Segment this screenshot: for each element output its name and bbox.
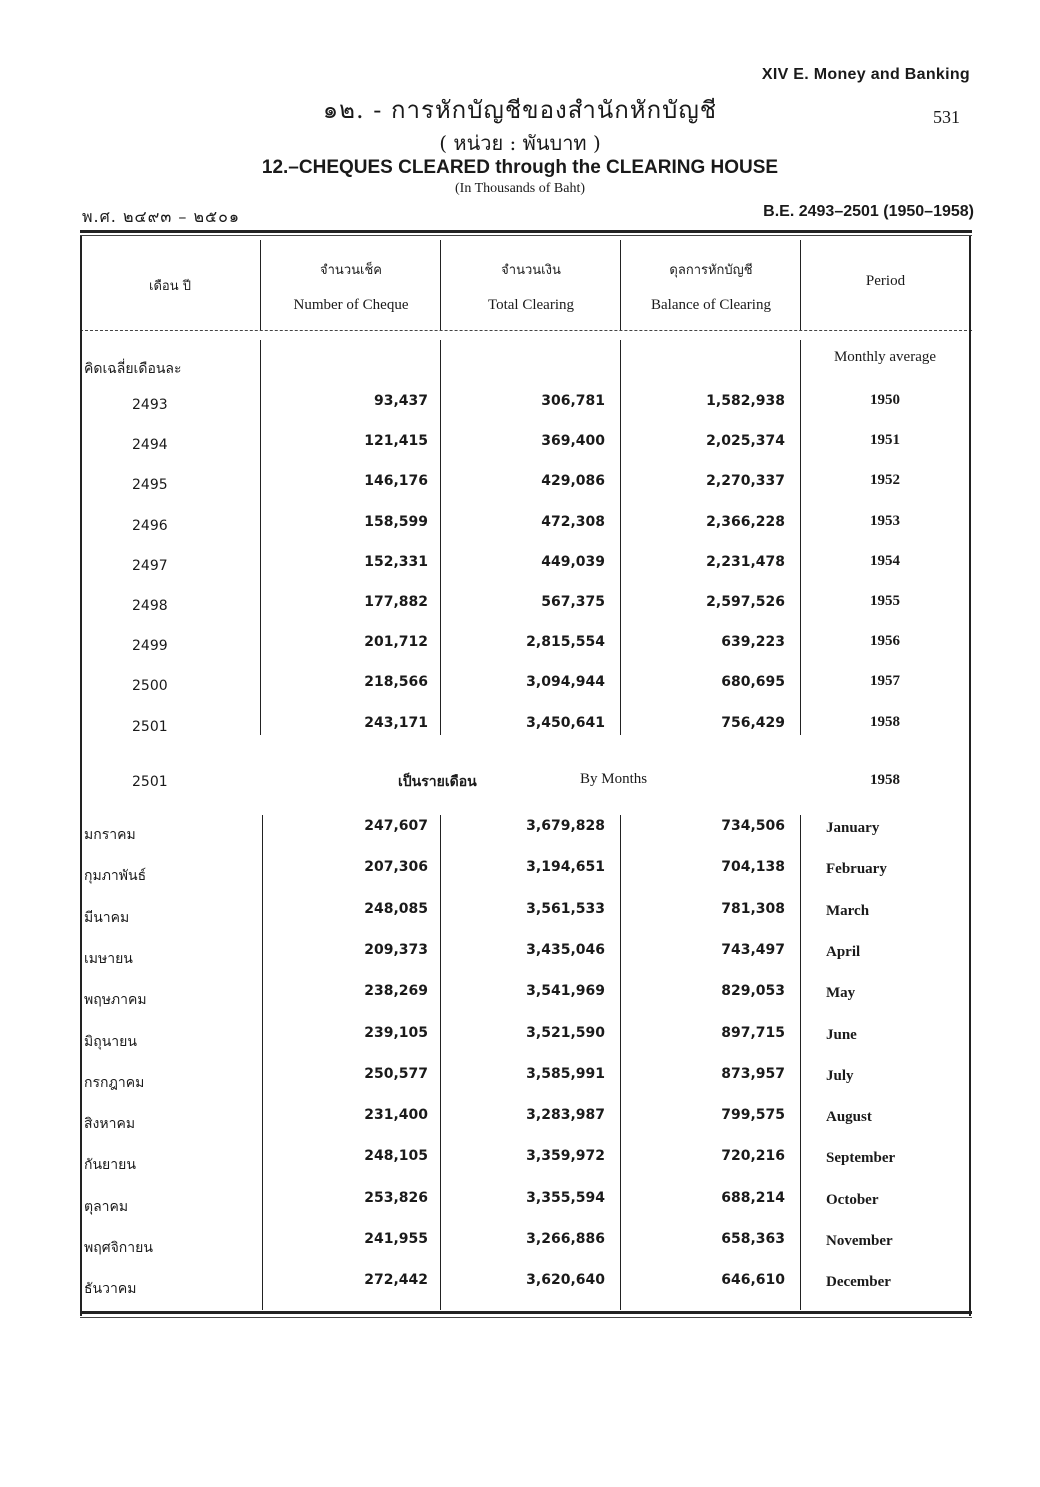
cheques-value: 253,826	[364, 1189, 428, 1206]
total-value: 3,435,046	[526, 941, 605, 958]
total-value: 472,308	[541, 513, 605, 530]
total-value: 3,679,828	[526, 818, 605, 834]
total-value: 3,561,533	[526, 900, 605, 917]
balance-value: 2,270,337	[706, 473, 785, 490]
year-be: 2497	[132, 557, 168, 574]
column-header-cheques-th: จำนวนเช็ค	[320, 263, 382, 278]
cheques-value: 272,442	[364, 1272, 428, 1289]
english-title: 12.–CHEQUES CLEARED through the CLEARING HOUSE	[261, 157, 779, 178]
table-bottom-rule-thin	[80, 1317, 972, 1318]
table-top-rule	[80, 230, 972, 233]
year-be: 2499	[132, 638, 168, 655]
total-value: 3,541,969	[526, 983, 605, 1000]
year-be: 2493	[132, 397, 168, 413]
month-en: May	[826, 985, 856, 1002]
year-be: 2496	[132, 517, 168, 534]
cheques-value: 243,171	[364, 714, 428, 731]
cheques-value: 231,400	[364, 1107, 428, 1124]
col-divider-1-header	[260, 240, 261, 330]
total-value: 3,194,651	[526, 859, 605, 876]
total-value: 2,815,554	[526, 634, 605, 651]
col-divider-1-annual	[260, 340, 261, 735]
year-be: 2500	[132, 678, 168, 695]
column-header-month-year-th: เดือน ปี	[149, 279, 191, 294]
month-en: March	[826, 902, 870, 919]
monthly-label-th: เป็นรายเดือน	[398, 774, 477, 790]
cheques-value: 207,306	[364, 859, 428, 876]
column-header-balance-th: ดุลการหักบัญชี	[669, 263, 753, 278]
balance-value: 646,610	[721, 1272, 785, 1289]
balance-value: 680,695	[721, 674, 785, 691]
cheques-value: 152,331	[364, 553, 428, 570]
total-value: 3,359,972	[526, 1148, 605, 1165]
column-header-total-th: จำนวนเงิน	[501, 263, 561, 278]
balance-value: 2,231,478	[706, 553, 785, 570]
cheques-value: 121,415	[364, 433, 428, 450]
month-th: กรกฎาคม	[84, 1074, 145, 1091]
month-th: มิถุนายน	[84, 1033, 137, 1050]
annual-label-en: Monthly average	[833, 349, 937, 365]
month-th: พฤษภาคม	[84, 992, 147, 1009]
month-en: January	[826, 820, 880, 836]
column-header-balance	[622, 262, 800, 314]
english-unit: (In Thousands of Baht)	[455, 181, 585, 196]
column-header-total	[442, 262, 620, 314]
section-title: XIV E. Money and Banking	[761, 66, 970, 83]
balance-value: 658,363	[721, 1231, 785, 1247]
month-th: พฤศจิกายน	[84, 1240, 153, 1256]
total-value: 3,266,886	[526, 1231, 605, 1247]
month-th: มีนาคม	[84, 909, 130, 926]
month-en: June	[826, 1026, 857, 1043]
thai-period: พ.ศ. ๒๔๙๓ – ๒๕๐๑	[82, 207, 241, 226]
col-divider-4-monthly	[800, 815, 801, 1310]
cheques-value: 248,105	[364, 1148, 428, 1165]
english-period: B.E. 2493–2501 (1950–1958)	[763, 203, 974, 220]
balance-value: 756,429	[721, 714, 785, 731]
cheques-value: 247,607	[364, 818, 428, 834]
month-th: เมษายน	[84, 950, 133, 967]
total-value: 567,375	[541, 594, 605, 610]
balance-value: 639,223	[721, 634, 785, 651]
balance-value: 688,214	[721, 1189, 785, 1206]
table-bottom-rule	[80, 1311, 972, 1314]
total-value: 3,283,987	[526, 1107, 605, 1124]
cheques-value: 201,712	[364, 634, 428, 651]
month-th: ตุลาคม	[84, 1198, 129, 1215]
month-th: ธันวาคม	[84, 1281, 137, 1298]
total-value: 369,400	[541, 433, 605, 450]
header-separator	[80, 330, 972, 331]
column-header-cheques	[262, 262, 440, 314]
cheques-value: 146,176	[364, 473, 428, 490]
balance-value: 897,715	[721, 1024, 785, 1041]
month-en: August	[826, 1109, 872, 1126]
year-be: 2498	[132, 598, 168, 614]
total-value: 3,521,590	[526, 1024, 605, 1041]
column-header-period-en: Period	[865, 273, 906, 289]
cheques-value: 177,882	[364, 594, 428, 610]
cheques-value: 158,599	[364, 513, 428, 530]
balance-value: 2,366,228	[706, 513, 785, 530]
cheques-value: 248,085	[364, 900, 428, 917]
balance-value: 720,216	[721, 1148, 785, 1165]
month-th: กันยายน	[84, 1157, 136, 1174]
total-value: 3,450,641	[526, 714, 605, 731]
year-ad: 1952	[870, 472, 900, 489]
month-th: กุมภาพันธ์	[84, 868, 147, 885]
thai-unit: ( หน่วย : พันบาท )	[439, 131, 601, 155]
balance-value: 1,582,938	[706, 393, 785, 409]
col-divider-2-header	[440, 240, 441, 330]
column-header-total-en: Total Clearing	[487, 297, 574, 313]
year-ad: 1950	[870, 392, 900, 408]
month-th: มกราคม	[84, 827, 136, 843]
col-divider-3-annual	[620, 340, 621, 735]
column-header-month-year	[80, 278, 260, 296]
year-ad: 1951	[870, 432, 900, 449]
cheques-value: 209,373	[364, 941, 428, 958]
balance-value: 704,138	[721, 859, 785, 876]
table-top-rule-thin	[80, 235, 972, 236]
column-header-period	[802, 272, 969, 290]
year-ad: 1954	[870, 552, 900, 569]
year-ad: 1956	[870, 633, 900, 650]
col-divider-4-header	[800, 240, 801, 330]
cheques-value: 218,566	[364, 674, 428, 691]
thai-title: ๑๒. - การหักบัญชีของสำนักหักบัญชี	[322, 96, 718, 124]
column-header-cheques-en: Number of Cheque	[293, 297, 409, 313]
total-value: 3,620,640	[526, 1272, 605, 1289]
cheques-value: 239,105	[364, 1024, 428, 1041]
total-value: 3,585,991	[526, 1065, 605, 1082]
total-value: 429,086	[541, 473, 605, 490]
year-ad: 1957	[870, 673, 900, 690]
balance-value: 743,497	[721, 941, 785, 958]
cheques-value: 93,437	[373, 393, 428, 409]
cheques-value: 250,577	[364, 1065, 428, 1082]
table-left-border	[80, 236, 82, 1316]
monthly-year-be: 2501	[132, 774, 168, 790]
balance-value: 734,506	[721, 818, 785, 834]
balance-value: 829,053	[721, 983, 785, 1000]
col-divider-3-monthly	[620, 815, 621, 1310]
balance-value: 2,597,526	[706, 594, 785, 610]
month-en: February	[826, 861, 887, 878]
cheques-value: 238,269	[364, 983, 428, 1000]
year-be: 2495	[132, 477, 168, 494]
balance-value: 799,575	[721, 1107, 785, 1124]
annual-label-th: คิดเฉลี่ยเดือนละ	[84, 361, 182, 377]
column-header-balance-en: Balance of Clearing	[651, 297, 771, 313]
monthly-year-ad: 1958	[870, 772, 900, 788]
cheques-value: 241,955	[364, 1231, 428, 1247]
page-number: 531	[933, 107, 960, 127]
balance-value: 2,025,374	[706, 433, 785, 450]
col-divider-2-monthly	[440, 815, 441, 1310]
year-be: 2494	[132, 437, 168, 454]
year-be: 2501	[132, 718, 168, 735]
year-ad: 1958	[870, 713, 900, 730]
month-en: September	[826, 1150, 896, 1167]
month-en: April	[826, 943, 861, 960]
month-th: สิงหาคม	[84, 1116, 136, 1133]
total-value: 3,094,944	[526, 674, 605, 691]
month-en: December	[826, 1274, 891, 1291]
balance-value: 781,308	[721, 900, 785, 917]
year-ad: 1955	[870, 593, 900, 609]
col-divider-3-header	[620, 240, 621, 330]
month-en: July	[826, 1067, 854, 1084]
balance-value: 873,957	[721, 1065, 785, 1082]
month-en: November	[826, 1233, 893, 1249]
year-ad: 1953	[870, 512, 900, 529]
monthly-label-en: By Months	[580, 771, 648, 787]
total-value: 3,355,594	[526, 1189, 605, 1206]
col-divider-2-annual	[440, 340, 441, 735]
total-value: 306,781	[541, 393, 605, 409]
col-divider-1-monthly	[262, 815, 263, 1310]
total-value: 449,039	[541, 553, 605, 570]
month-en: October	[826, 1191, 879, 1208]
